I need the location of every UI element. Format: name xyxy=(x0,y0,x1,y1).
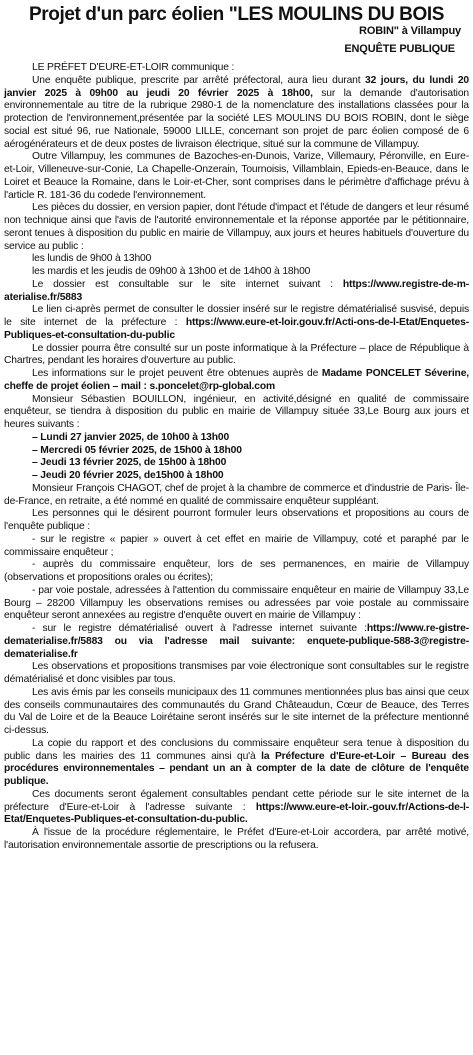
prefect-announcement: LE PRÉFET D'EURE-ET-LOIR communique : xyxy=(32,62,235,73)
paragraph-prefecture-link: Le lien ci-après permet de consulter le dossier inséré sur le registre dématérialisé susvisé, depuis le site internet de la préfecture : https://www.eure-et-loir.gouv.fr/Acti-ons-de-l-Etat/Enquetes-Publiques-et-consultation-du-public xyxy=(4,304,469,341)
opening-hours-tuesday-thursday: les mardis et les jeudis de 09h00 à 13h00 et de 14h00 à 18h00 xyxy=(32,266,311,277)
paragraph-observations: Les personnes qui le désirent pourront formuler leurs observations et propositions au cours de l'enquête publique : xyxy=(4,508,469,532)
paragraph-commissioner: Monsieur Sébastien BOUILLON, ingénieur, en activité,désigné en qualité de commissaire enquêteur, se tiendra à disposition du public en mairie de Villampuy située 33,Le Bourg aux jours et heures suivants : xyxy=(4,393,469,430)
online-register-link[interactable]: https://www.re-gistre-dematerialise.fr/5883 ou via l'adresse mail suivante: enquete-publique-588-3@registre-dematerialise.fr xyxy=(4,623,469,660)
option-commissioner: - auprès du commissaire enquêteur, lors de ses permanences, en mairie de Villampuy (observations et propositions orales ou écrites); xyxy=(4,559,469,583)
paragraph-enquiry-dates: Une enquête publique, prescrite par arrêté préfectoral, aura lieu durant 32 jours, du lundi 20 janvier 2025 à 09h00 au jeudi 20 février 2025 à 18h00, sur la demande d'autorisation environnementale au titre de la rubrique 2980-1 de la nomenclature des installations classées pour la protection de l'environnement,présentée par la société LES MOULINS DU BOIS ROBIN, dont le siège social est situé 96, rue Nationale, 59000 LILLE, concernant son projet de parc éolien composé de 6 aérogénérateurs et de deux postes de livraison électrique, situé sur la commune de Villampuy. xyxy=(4,74,470,150)
paragraph-contact: Les informations sur le projet peuvent être obtenues auprès de Madame PONCELET Séverine, cheffe de projet éolien – mail : s.poncelet@rp-global.com xyxy=(4,368,469,392)
enquiry-duration: 32 jours, du lundi 20 janvier 2025 à 09h00 au jeudi 20 février 2025 à 18h00, xyxy=(4,74,470,99)
option-paper-register: - sur le registre « papier » ouvert à cet effet en mairie de Villampuy, coté et paraphé par le commissaire enquêteur ; xyxy=(4,533,469,558)
paragraph-computer-station: Le dossier pourra être consulté sur un poste informatique à la Préfecture – place de République à Chartres, pendant les horaires d'ouverture au public. xyxy=(4,342,469,367)
notice-subtitle: ROBIN" à Villampuy xyxy=(359,25,461,37)
registre-link[interactable]: https://www.registre-de-m-aterialise.fr/5883 xyxy=(4,278,469,303)
notice-title: Projet d'un parc éolien "LES MOULINS DU BOIS xyxy=(28,4,445,25)
paragraph-report-copy: La copie du rapport et des conclusions du commissaire enquêteur sera tenue à disposition du public dans les mairies des 11 communes ainsi qu'à la Préfecture d'Eure-et-Loir – Bureau des procédures environnementales – pendant un an à compter de la date de clôture de l'enquête publique. xyxy=(4,737,469,787)
paragraph-substitute: Monsieur François CHAGOT, chef de projet à la chambre de commerce et d'industrie de Paris- Île-de-France, en retraite, a été nommé en qualité de commissaire enquêteur suppléant. xyxy=(4,482,469,507)
prefecture-bureau: la Préfecture d'Eure-et-Loir – Bureau des procédures environnementales – pendant un an à compter de la date de clôture de l'enquête publique. xyxy=(4,750,469,787)
opening-hours-monday: les lundis de 9h00 à 13h00 xyxy=(32,253,152,265)
paragraph-council-opinions: Les avis émis par les conseils municipaux des 11 communes mentionnées plus bas ainsi que ceux des conseils communautaires des communautés du Grand Châteaudun, Cœur de Beauce, des Terres du Val de Loire et de la Beauce Loirétaine seront insérés sur le site internet de la préfecture mentionné ci-dessus. xyxy=(4,686,469,736)
paragraph-decision: À l'issue de la procédure réglementaire, le Préfet d'Eure-et-Loir accordera, par arrêté motivé, l'autorisation environnementale assortie de prescriptions ou la refusera. xyxy=(4,827,469,851)
permanence-date: – Mercredi 05 février 2025, de 15h00 à 18h00 xyxy=(32,444,242,456)
paragraph-communes: Outre Villampuy, les communes de Bazoches-en-Dunois, Varize, Villemaury, Péronville, en Eure-et-Loir, Villeneuve-sur-Conie, La Chapelle-Onzerain, Tournoisis, Villamblain, Epieds-en-Beauce, dans le Loiret et Beauce la Romaine, dans le Loir-et-Cher, sont comprises dans le périmètre d'affichage prévu à l'article R. 181-36 du codede l'environnement. xyxy=(4,151,469,201)
paragraph-online-dossier: Le dossier est consultable sur le site internet suivant : https://www.registre-de-m-aterialise.fr/5883 xyxy=(4,278,469,303)
paragraph-report-online: Ces documents seront également consultables pendant cette période sur le site internet de la préfecture d'Eure-et-Loir à l'adresse suivante : https://www.eure-et-loir.-gouv.fr/Actions-de-l-Etat/Enquetes-Publiques-et-consultation-du-public. xyxy=(4,788,469,826)
option-postal: - par voie postale, adressées à l'attention du commissaire enquêteur en mairie de Villampuy 33,Le Bourg – 28200 Villampuy les observations remises ou adressées par voie postale au commissaire enquêteur seront annexées au registre d'enquête ouvert en mairie de Villampuy : xyxy=(4,584,469,622)
permanence-date: – Jeudi 20 février 2025, de15h00 à 18h00 xyxy=(32,470,224,481)
paragraph-dossier: Les pièces du dossier, en version papier, dont l'étude d'impact et l'étude de dangers et leur résumé non technique ainsi que l'avis de l'autorité environnementale et la réponse apportée par le pétitionnaire, seront tenues à disposition du public en mairie de Villampuy, aux jours et heures habituels d'ouverture du service au public : xyxy=(4,202,469,252)
option-online-register: - sur le registre dématérialisé ouvert à l'adresse internet suivante :https://www.re-gistre-dematerialise.fr/5883 ou via l'adresse mail suivante: enquete-publique-588-3@registre-dematerialise.fr xyxy=(4,623,469,660)
project-contact[interactable]: Madame PONCELET Séverine, cheffe de projet éolien – mail : s.poncelet@rp-global.com xyxy=(4,368,469,392)
paragraph-visibility: Les observations et propositions transmises par voie électronique sont consultables sur le registre dématérialisé et donc visibles par tous. xyxy=(4,661,469,685)
report-link[interactable]: https://www.eure-et-loir.-gouv.fr/Actions-de-l-Etat/Enquetes-Publiques-et-consultation-du-public. xyxy=(4,801,469,826)
prefecture-link[interactable]: https://www.eure-et-loir.gouv.fr/Acti-ons-de-l-Etat/Enquetes-Publiques-et-consultation-du-public xyxy=(4,317,469,341)
permanence-date: – Lundi 27 janvier 2025, de 10h00 à 13h00 xyxy=(32,431,230,443)
permanence-date: – Jeudi 13 février 2025, de 15h00 à 18h00 xyxy=(32,457,227,469)
notice-heading: ENQUÊTE PUBLIQUE xyxy=(344,43,455,55)
